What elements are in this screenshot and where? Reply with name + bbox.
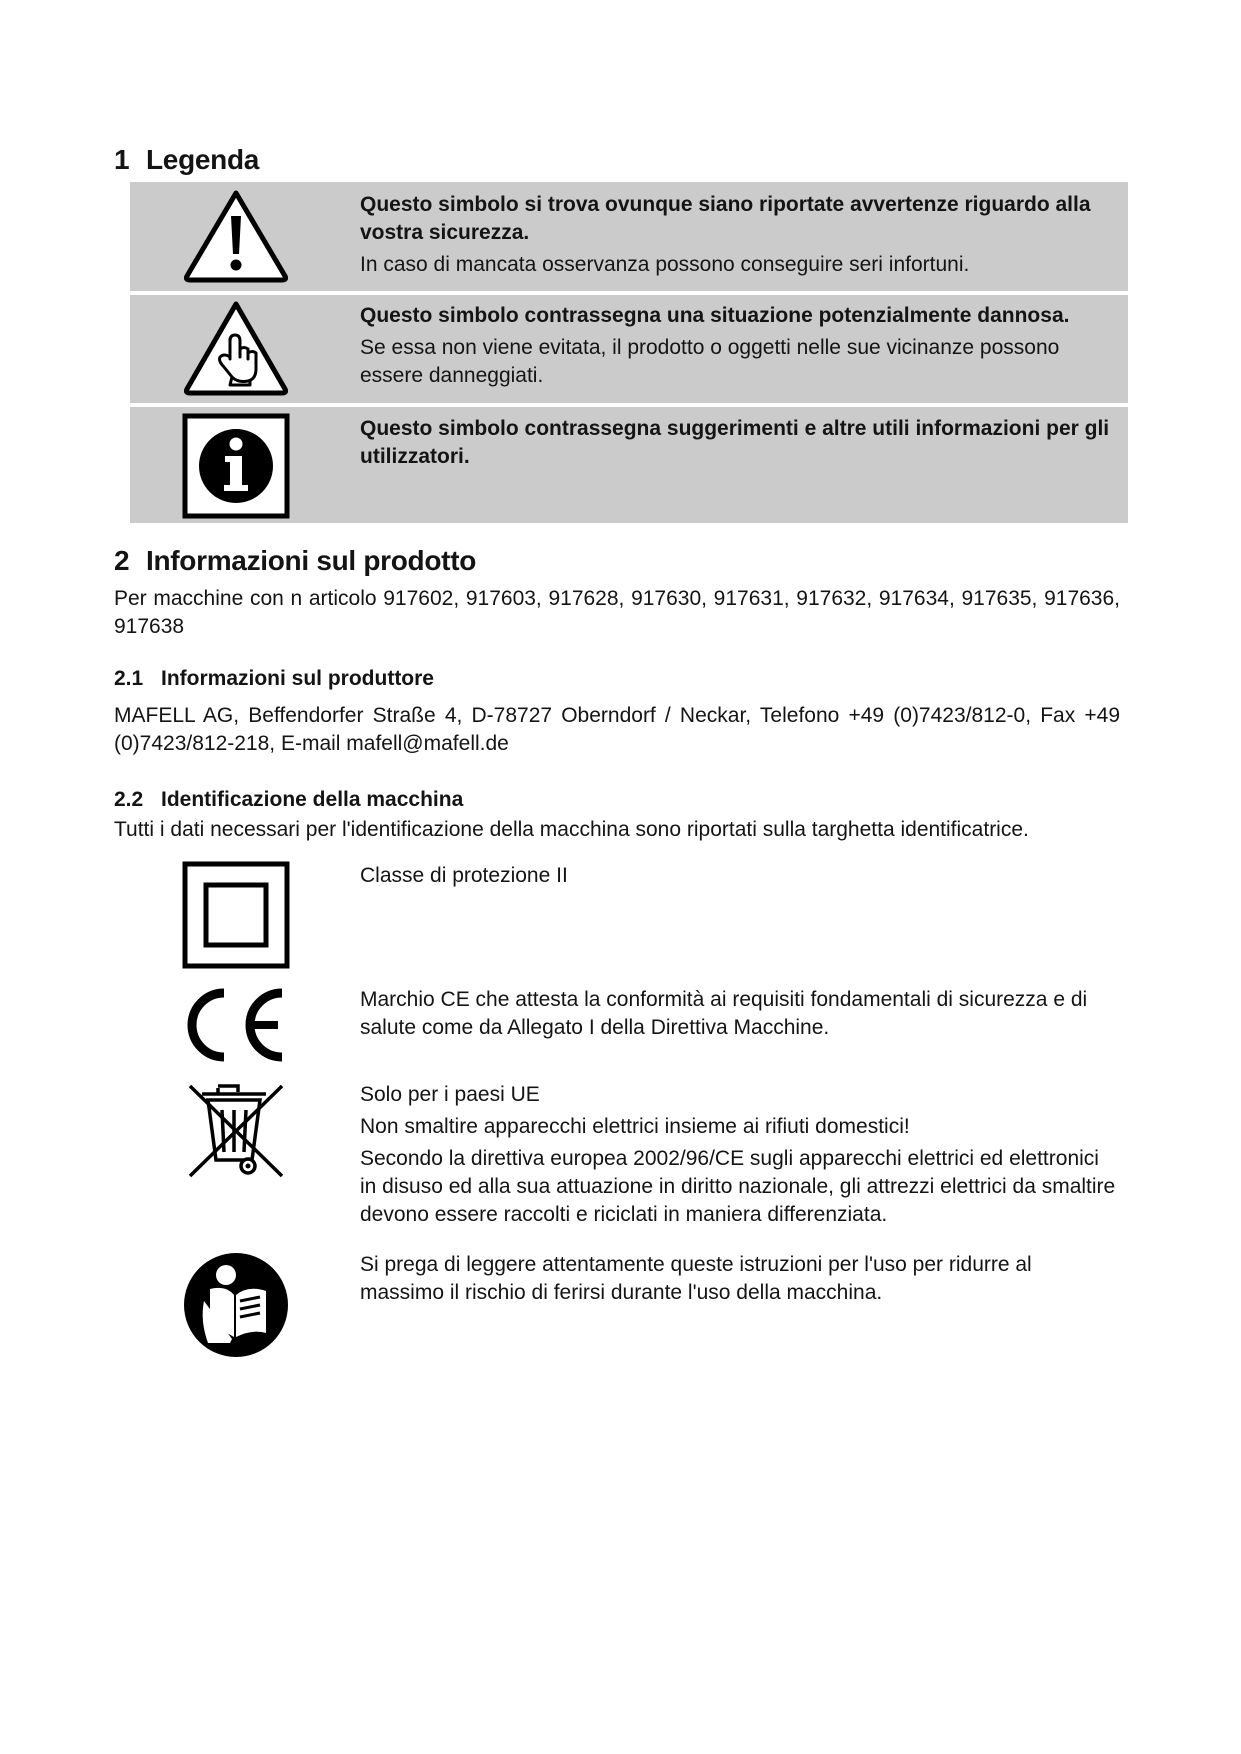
legend-normal-text: In caso di mancata osservanza possono conseguire seri infortuni. <box>360 253 970 276</box>
legend-text-warning <box>360 191 1120 279</box>
info-icon <box>182 413 290 519</box>
subsection-2-2-heading <box>114 788 463 812</box>
legend-bold-text: Questo simbolo contrassegna una situazione potenzialmente dannosa. <box>360 304 1070 327</box>
ce-mark-icon <box>182 985 290 1065</box>
manufacturer-info: MAFELL AG, Beffendorfer Straße 4, D-78727 Oberndorf / Neckar, Telefono +49 (0)7423/812-0, Fax +49 (0)7423/812-218, E-mail mafell@mafell.de <box>114 704 1120 755</box>
product-article-numbers: Per macchine con n articolo 917602, 917603, 917628, 917630, 917631, 917632, 917634, 917635, 917636, 917638 <box>114 587 1120 638</box>
read-manual-icon <box>182 1251 290 1359</box>
section-title: Legenda <box>146 144 260 175</box>
symbol-description: Non smaltire apparecchi elettrici insieme ai rifiuti domestici! <box>360 1115 910 1138</box>
symbol-description: Si prega di leggere attentamente queste istruzioni per l'uso per ridurre al massimo il rischio di ferirsi durante l'uso della macchina. <box>360 1253 1032 1304</box>
symbol-description: Classe di protezione II <box>360 864 568 887</box>
subsection-number: 2.2 <box>114 788 144 811</box>
symbol-text-ce <box>360 986 1120 1042</box>
subsection-title: Informazioni sul produttore <box>161 667 434 690</box>
subsection-2-1-heading <box>114 667 434 691</box>
symbol-text-weee <box>360 1081 1120 1229</box>
section-1-heading <box>114 144 259 176</box>
section-2-heading <box>114 545 476 577</box>
section-number: 1 <box>114 144 130 175</box>
warning-hand-icon <box>182 299 290 397</box>
symbol-text-read-manual <box>360 1251 1120 1307</box>
symbol-text-protection-class <box>360 862 1120 890</box>
section-title: Informazioni sul prodotto <box>146 545 477 576</box>
section-number: 2 <box>114 545 130 576</box>
warning-exclamation-icon <box>182 188 290 284</box>
weee-crossed-bin-icon <box>182 1080 290 1182</box>
protection-class-ii-icon <box>182 861 290 969</box>
identification-text: Tutti i dati necessari per l'identificazione della macchina sono riportati sulla targhetta identificatrice. <box>114 818 1029 841</box>
legend-text-caution <box>360 302 1120 390</box>
symbol-description: Secondo la direttiva europea 2002/96/CE sugli apparecchi elettrici ed elettronici in disuso ed alla sua attuazione in diritto nazionale, gli attrezzi elettrici da smaltire devono essere raccolti e riciclati in maniera differenziata. <box>360 1147 1116 1226</box>
subsection-number: 2.1 <box>114 667 144 690</box>
legend-text-info <box>360 415 1120 471</box>
symbol-description: Marchio CE che attesta la conformità ai requisiti fondamentali di sicurezza e di salute come da Allegato I della Direttiva Macchine. <box>360 988 1088 1039</box>
legend-bold-text: Questo simbolo si trova ovunque siano riportate avvertenze riguardo alla vostra sicurezza. <box>360 193 1091 244</box>
subsection-title: Identificazione della macchina <box>161 788 464 811</box>
symbol-description: Solo per i paesi UE <box>360 1083 540 1106</box>
legend-normal-text: Se essa non viene evitata, il prodotto o oggetti nelle sue vicinanze possono essere danneggiati. <box>360 336 1060 387</box>
legend-bold-text: Questo simbolo contrassegna suggerimenti e altre utili informazioni per gli utilizzatori. <box>360 417 1110 468</box>
